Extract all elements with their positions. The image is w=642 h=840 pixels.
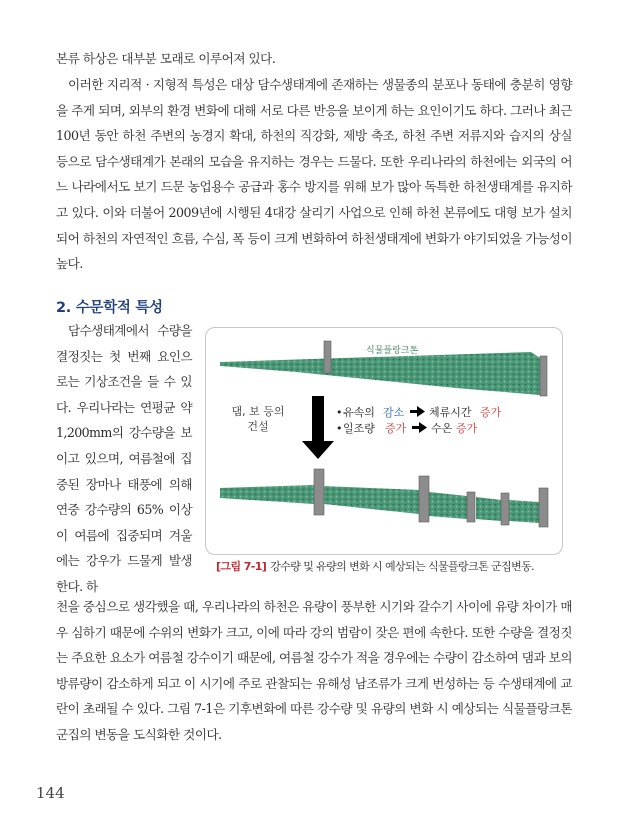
- paragraph-2: 이러한 지리적 · 지형적 특성은 대상 담수생태계에 존재하는 생물종의 분포나 동태에 충분히 영향을 주게 되며, 외부의 환경 변화에 대해 서로 다른 반응을 보이게 하는 요인이기도 하다. 그러나 최근 100년 동안 하천 주변의 농경지 확대, 하천의 직강화, 제방 축조, 하천 주변 저류지와 습지의 상실 등으로 담수생태계가 본래의 모습을 유지하는 경우는 드물다. 또한 우리나라의 하천에는 외국의 어느 나라에서도 보기 드문 농업용수 공급과 홍수 방지를 위해 보가 많아 독특한 하천생태계를 유지하고 있다. 이와 더불어 2009년에 시행된 4대강 살리기 사업으로 인해 하천 본류에도 대형 보가 설치되어 하천의 자연적인 흐름, 수심, 폭 등이 크게 변화하여 하천생태계에 변화가 야기되었을 가능성이 높다.: [56, 77, 572, 272]
- paragraph-1: 본류 하상은 대부분 모래로 이루어져 있다.: [56, 51, 276, 66]
- effect1-d: 증가: [480, 406, 502, 419]
- figure-caption: [216, 558, 561, 574]
- dam-label-line1: 댐, 보 등의: [231, 405, 285, 418]
- effect1-c: 체류시간: [429, 406, 472, 419]
- effect1-b: 감소: [383, 406, 405, 419]
- water-segment-1: [220, 485, 314, 504]
- effect2-d: 증가: [456, 422, 478, 435]
- weir-after-1: [314, 469, 324, 515]
- weir-before-1: [324, 341, 331, 373]
- page-number: 144: [36, 784, 65, 802]
- weir-after-2: [419, 476, 429, 522]
- figure-caption-text: 강수량 및 유량의 변화 시 예상되는 식물플랑크톤 군집변동.: [270, 560, 535, 573]
- paragraph-3: 담수생태계에서 수량을 결정짓는 첫 번째 요인으로는 기상조건을 들 수 있다. 우리나라는 연평균 약 1,200mm의 강수량을 보이고 있으며, 여름철에 집중된 장마나 태풍에 의해 연중 강수량의 65% 이상이 여름에 집중되며 겨울에는 강우가 드물게 발생한다. 하: [56, 323, 192, 594]
- figure-caption-label: [그림 7-1]: [216, 560, 267, 573]
- right-arrow-icon: [410, 406, 425, 417]
- weir-after-4: [501, 493, 509, 525]
- weir-before-2: [540, 356, 547, 396]
- effect2-a: 일조량: [343, 422, 375, 435]
- river-before: [220, 341, 547, 396]
- weir-after-3: [467, 492, 475, 522]
- water-body-before: [220, 352, 540, 395]
- water-segment-2: [324, 486, 419, 514]
- effect-line-1: [336, 405, 502, 419]
- water-segment-4: [476, 497, 501, 521]
- section-heading: 2. 수문학적 특성: [56, 300, 163, 316]
- effect2-c: 수온: [431, 422, 453, 435]
- figure-diagram: [206, 328, 562, 554]
- figure-7-1: [205, 327, 563, 555]
- dam-label-line2: 건설: [247, 420, 269, 433]
- effect1-a: 유속의: [343, 406, 375, 419]
- river-after: [220, 469, 548, 527]
- water-segment-3: [429, 492, 467, 519]
- effect2-b: 증가: [385, 422, 407, 435]
- right-arrow-icon: [412, 422, 427, 433]
- phyto-label: 식물플랑크톤: [366, 346, 419, 356]
- bullet-1: •: [336, 406, 343, 419]
- effect-line-2: [336, 421, 478, 435]
- water-segment-5: [509, 500, 539, 523]
- down-arrow-icon: [302, 396, 334, 459]
- paragraph-4: 천을 중심으로 생각했을 때, 우리나라의 하천은 유량이 풍부한 시기와 갈수기 사이에 유량 차이가 매우 심하기 때문에 수위의 변화가 크고, 이에 따라 강의 범람이 잦은 편에 속한다. 또한 수량을 결정짓는 주요한 요소가 여름철 강수이기 때문에, 여름철 강수가 적을 경우에는 수량이 감소하여 댐과 보의 방류량이 감소하게 되고 이 시기에 주로 관찰되는 유해성 남조류가 크게 번성하는 등 수생태계에 교란이 초래될 수 있다. 그림 7-1은 기후변화에 따른 강수량 및 유량의 변화 시 예상되는 식물플랑크톤 군집의 변동을 도식화한 것이다.: [56, 599, 572, 742]
- weir-after-5: [539, 488, 548, 527]
- bullet-2: •: [336, 422, 343, 435]
